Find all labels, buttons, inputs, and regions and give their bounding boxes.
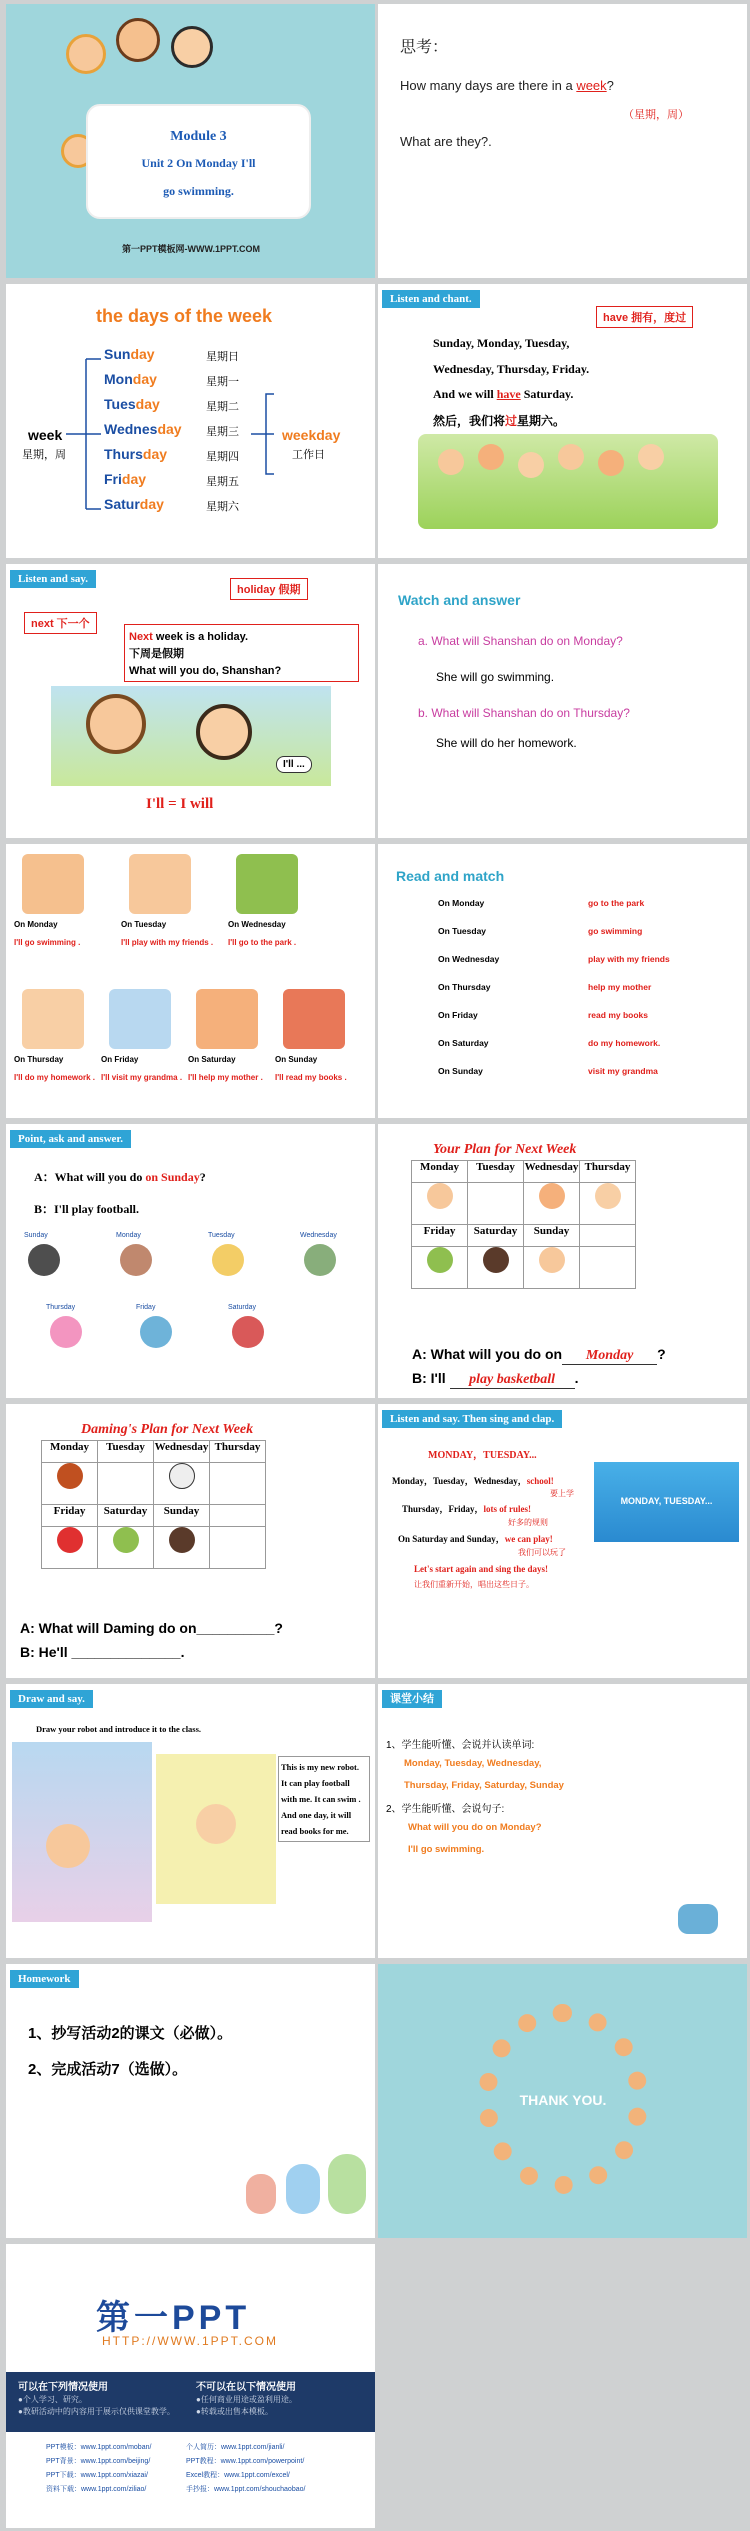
cannot-1: ●任何商业用途或盈利用途。 xyxy=(196,2395,297,2404)
day-cn: 星期五 xyxy=(206,476,239,488)
table-header-cell: Monday xyxy=(42,1441,98,1463)
weekday-word: weekday xyxy=(282,427,341,443)
cannot-2: ●转载或出售本模板。 xyxy=(196,2407,273,2416)
activity-caption: I'll go swimming . xyxy=(14,938,81,947)
robot-text: This is my new robot. It can play football with me. It can swim . And one day, it will read books for me. xyxy=(278,1756,370,1842)
day-suffix: day xyxy=(132,371,157,387)
chant-line-3c: Saturday. xyxy=(520,387,574,401)
match-activity: go swimming xyxy=(588,926,643,936)
kid-face-icon xyxy=(171,26,213,68)
table-header-cell: Tuesday xyxy=(468,1161,524,1183)
question-pre: How many days are there in a xyxy=(400,78,577,93)
week-cn: 星期，周 xyxy=(22,449,66,461)
question xyxy=(400,78,614,93)
doll-icon xyxy=(328,2154,366,2214)
slide-chant xyxy=(378,284,747,558)
words-2: Thursday, Friday, Saturday, Sunday xyxy=(404,1780,564,1791)
day-row xyxy=(104,346,155,362)
match-day: On Sunday xyxy=(438,1066,483,1076)
day-row xyxy=(104,446,167,462)
day-stem: Satur xyxy=(104,496,140,512)
plan-title: Daming's Plan for Next Week xyxy=(81,1422,254,1437)
plan-title: Your Plan for Next Week xyxy=(433,1142,577,1157)
doll-icon xyxy=(286,2164,320,2214)
activity-picture xyxy=(22,989,84,1049)
activity-day: On Saturday xyxy=(188,1055,236,1064)
picture-label: Sunday xyxy=(24,1232,48,1239)
match-day: On Thursday xyxy=(438,982,491,992)
match-day: On Tuesday xyxy=(438,926,487,936)
unit-label-2: go swimming. xyxy=(163,184,234,198)
question-c: ? xyxy=(199,1170,206,1184)
day-suffix: day xyxy=(139,496,164,512)
activity-picture xyxy=(283,989,345,1049)
song-title: MONDAY，TUESDAY... xyxy=(428,1450,537,1461)
table-header-cell xyxy=(210,1505,266,1527)
slide-days-of-week xyxy=(6,284,375,558)
match-day: On Monday xyxy=(438,898,485,908)
chant-line-4 xyxy=(433,412,565,429)
boy-face-icon xyxy=(86,694,146,754)
activity-day: On Wednesday xyxy=(228,920,286,929)
picture-icon xyxy=(212,1244,244,1276)
day-suffix: day xyxy=(121,471,147,487)
day-stem: Mon xyxy=(104,371,133,387)
fill-answer-2: play basketball xyxy=(450,1372,575,1389)
slide-thanks xyxy=(378,1964,747,2238)
slide-header: Draw and say. xyxy=(10,1690,93,1708)
answer-b: She will do her homework. xyxy=(436,736,577,750)
picture-label: Thursday xyxy=(46,1304,76,1311)
kid-face-icon xyxy=(598,450,624,476)
slide-header: Listen and say. xyxy=(10,570,96,588)
kid-face-icon xyxy=(66,34,106,74)
title-a: the days xyxy=(96,306,175,326)
sentence-2: I'll go swimming. xyxy=(408,1844,485,1855)
brand-logo: 第一PPT xyxy=(96,2299,251,2337)
song-line-2 xyxy=(402,1502,531,1515)
match-activity: go to the park xyxy=(588,898,645,908)
link-item[interactable]: PPT下载：www.1ppt.com/xiazai/ xyxy=(46,2472,148,2479)
words-1: Monday, Tuesday, Wednesday, xyxy=(404,1758,542,1769)
girl-face-icon xyxy=(196,704,252,760)
table-header-cell: Friday xyxy=(42,1505,98,1527)
slide-summary xyxy=(378,1684,747,1958)
slide-header: 课堂小结 xyxy=(382,1690,442,1708)
kid-face-icon xyxy=(116,18,160,62)
note-box: have 拥有，度过 xyxy=(596,306,693,328)
question-end: ? xyxy=(606,78,614,93)
day-suffix: day xyxy=(135,396,160,412)
activity-picture xyxy=(129,854,191,914)
activity-picture xyxy=(236,854,298,914)
match-day: On Wednesday xyxy=(438,954,500,964)
activity-day: On Tuesday xyxy=(121,920,167,929)
question xyxy=(34,1168,206,1185)
chant-line-4c: 星期六。 xyxy=(517,414,566,428)
table-row xyxy=(42,1441,266,1463)
kid-face-icon xyxy=(558,444,584,470)
activity-caption: I'll do my homework . xyxy=(14,1073,96,1082)
day-stem: Wednes xyxy=(104,421,158,437)
equation: I'll = I will xyxy=(146,796,214,812)
kid-face-icon xyxy=(46,1824,90,1868)
slide-daming-plan xyxy=(6,1404,375,1678)
picture-icon xyxy=(120,1244,152,1276)
site-caption: 第一PPT模板网-WWW.1PPT.COM xyxy=(122,244,260,254)
table-header-cell: Wednesday xyxy=(154,1441,210,1463)
day-stem: Tues xyxy=(104,396,136,412)
song-banner: MONDAY, TUESDAY... xyxy=(594,1462,739,1542)
picture-icon xyxy=(140,1316,172,1348)
day-stem: Fri xyxy=(104,471,122,487)
song-1a: Monday，Tuesday，Wednesday， xyxy=(392,1476,527,1486)
activity-caption: I'll go to the park . xyxy=(228,938,297,947)
kid-face-icon xyxy=(638,444,664,470)
question-b: b. What will Shanshan do on Thursday? xyxy=(418,706,630,720)
unit-label: Unit 2 On Monday I'll xyxy=(141,156,256,170)
day-suffix: day xyxy=(130,346,155,362)
kid-face-icon xyxy=(478,444,504,470)
day-cn: 星期四 xyxy=(206,451,239,463)
plan-table xyxy=(411,1160,636,1289)
question-end: ? xyxy=(657,1346,666,1362)
slide-point-ask xyxy=(6,1124,375,1398)
speech-line-3: What will you do, Shanshan? xyxy=(129,665,282,677)
song-3b: we can play! xyxy=(504,1534,553,1544)
point-2: 2、学生能听懂、会说句子: xyxy=(386,1804,505,1815)
day-stem: Thurs xyxy=(104,446,143,462)
table-row xyxy=(412,1225,636,1247)
day-row xyxy=(104,371,157,387)
speech-next: Next xyxy=(129,631,156,643)
thanks-text: THANK YOU. xyxy=(519,2092,607,2108)
question-b: on Sunday xyxy=(145,1170,200,1184)
homework-1: 1、抄写活动2的课文（必做）。 xyxy=(28,2025,233,2042)
link-item[interactable]: PPT教程：www.1ppt.com/powerpoint/ xyxy=(186,2458,305,2465)
match-day: On Friday xyxy=(438,1010,478,1020)
song-3a: On Saturday and Sunday， xyxy=(398,1534,505,1544)
link-item[interactable]: 资料下载：www.1ppt.com/ziliao/ xyxy=(46,2486,147,2493)
link-item[interactable]: 个人简历：www.1ppt.com/jianli/ xyxy=(186,2444,285,2451)
day-suffix: day xyxy=(142,446,168,462)
slide-title: Read and match xyxy=(396,868,505,884)
song-2a: Thursday，Friday， xyxy=(402,1504,484,1514)
link-item[interactable]: 手抄报：www.1ppt.com/shouchaobao/ xyxy=(186,2486,306,2493)
day-cn: 星期二 xyxy=(206,401,239,413)
slide-header: Listen and say. Then sing and clap. xyxy=(382,1410,562,1428)
match-activity: help my mother xyxy=(588,982,652,992)
day-row xyxy=(104,421,182,437)
slide-listen-say xyxy=(6,564,375,838)
match-day: On Saturday xyxy=(438,1038,489,1048)
slide-sing-clap xyxy=(378,1404,747,1678)
table-header-cell: Monday xyxy=(412,1161,468,1183)
slide-activities xyxy=(6,844,375,1118)
answer-text: B: I'll xyxy=(412,1370,446,1386)
match-activity: read my books xyxy=(588,1010,648,1020)
song-cn-2: 好多的规则 xyxy=(508,1518,548,1527)
speech-box xyxy=(124,624,359,682)
chant-line-4b: 过 xyxy=(505,414,518,428)
activity-picture xyxy=(22,854,84,914)
table-header-cell: Thursday xyxy=(580,1161,636,1183)
can-2: ●教研活动中的内容用于展示仅供课堂教学。 xyxy=(18,2407,175,2416)
chant-line-3b: have xyxy=(496,387,521,401)
table-header-cell xyxy=(580,1225,636,1247)
bracket-lines xyxy=(6,284,375,558)
slide-read-match xyxy=(378,844,747,1118)
song-line-1 xyxy=(392,1474,554,1487)
picture-icon xyxy=(50,1316,82,1348)
slide-title xyxy=(6,4,375,278)
table-row xyxy=(412,1161,636,1183)
day-cn: 星期六 xyxy=(206,501,239,513)
activity-day: On Sunday xyxy=(275,1055,318,1064)
picture-icon xyxy=(28,1244,60,1276)
activity-caption: I'll help my mother . xyxy=(188,1073,263,1082)
instruction: Draw your robot and introduce it to the class. xyxy=(36,1724,202,1734)
song-cn-3: 我们可以玩了 xyxy=(518,1548,566,1557)
chant-line-4a: 然后，我们将 xyxy=(433,414,506,428)
picture-label: Saturday xyxy=(228,1304,257,1311)
homework-2: 2、完成活动7（选做）。 xyxy=(28,2061,188,2078)
title-b: of the week xyxy=(174,306,273,326)
day-row xyxy=(104,471,146,487)
activity-day: On Monday xyxy=(14,920,58,929)
table-header-cell: Friday xyxy=(412,1225,468,1247)
day-row xyxy=(104,496,164,512)
module-label: Module 3 xyxy=(170,129,227,144)
day-cn: 星期三 xyxy=(206,426,239,438)
song-cn-1: 要上学 xyxy=(550,1489,574,1498)
answer: B：I'll play football. xyxy=(34,1202,140,1216)
week-word: week xyxy=(28,427,63,443)
day-row xyxy=(104,396,160,412)
slide-title: Watch and answer xyxy=(398,592,521,608)
slide-watch-answer xyxy=(378,564,747,838)
day-stem: Sun xyxy=(104,346,131,362)
plan-table xyxy=(41,1440,266,1569)
activity-day: On Thursday xyxy=(14,1055,64,1064)
holiday-note: holiday 假期 xyxy=(230,578,308,600)
link-item[interactable]: PPT模板：www.1ppt.com/moban/ xyxy=(46,2444,152,2451)
slide-brand xyxy=(6,2244,375,2528)
slide-your-plan xyxy=(378,1124,747,1398)
table-row xyxy=(42,1527,266,1569)
point-1: 1、学生能听懂、会说并认读单词: xyxy=(386,1740,535,1751)
table-header-cell: Saturday xyxy=(98,1505,154,1527)
link-item[interactable]: PPT背景：www.1ppt.com/beijing/ xyxy=(46,2458,151,2465)
table-header-cell: Sunday xyxy=(524,1225,580,1247)
picture-label: Friday xyxy=(136,1304,156,1311)
answer-line: B: He'll ______________. xyxy=(20,1644,185,1660)
table-row xyxy=(412,1247,636,1289)
answer-end: . xyxy=(574,1370,579,1386)
song-cn-4: 让我们重新开始，唱出这些日子。 xyxy=(414,1580,534,1589)
table-header-cell: Saturday xyxy=(468,1225,524,1247)
day-cn: 星期一 xyxy=(206,376,239,388)
ill-bubble: I'll ... xyxy=(276,756,312,773)
picture-label: Wednesday xyxy=(300,1232,337,1239)
doll-icon xyxy=(246,2174,276,2214)
kid-face-icon xyxy=(196,1804,236,1844)
speech-holiday: week is a holiday. xyxy=(155,631,249,643)
speech-line-1 xyxy=(129,629,354,646)
slide-think xyxy=(378,4,747,278)
song-line-4: Let's start again and sing the days! xyxy=(414,1564,549,1574)
gloss: （星期，周） xyxy=(623,109,689,121)
table-header-cell: Sunday xyxy=(154,1505,210,1527)
can-title: 可以在下列情况使用 xyxy=(18,2382,108,2393)
slide-header: Point, ask and answer. xyxy=(10,1130,131,1148)
table-row xyxy=(412,1183,636,1225)
song-1b: school! xyxy=(526,1476,554,1486)
brand-url: HTTP://WWW.1PPT.COM xyxy=(102,2334,278,2348)
table-header-cell: Thursday xyxy=(210,1441,266,1463)
next-note: next 下一个 xyxy=(24,612,97,634)
picture-icon xyxy=(304,1244,336,1276)
scooter-icon xyxy=(678,1904,718,1934)
sentence-1: What will you do on Monday? xyxy=(408,1822,542,1833)
activity-picture xyxy=(109,989,171,1049)
slide-draw-say xyxy=(6,1684,375,1958)
kid-face-icon xyxy=(518,452,544,478)
chant-line-3 xyxy=(433,387,573,402)
table-row xyxy=(42,1463,266,1505)
slide-homework xyxy=(6,1964,375,2238)
cannot-title: 不可以在以下情况使用 xyxy=(196,2382,296,2393)
chant-line-3a: And we will xyxy=(433,387,497,401)
question-text: A: What will you do on xyxy=(412,1346,563,1362)
day-suffix: day xyxy=(157,421,182,437)
activity-picture xyxy=(196,989,258,1049)
speech-line-2: 下周是假期 xyxy=(129,648,184,660)
think-label: 思考： xyxy=(400,39,449,56)
answer-a: She will go swimming. xyxy=(436,670,555,684)
question-line: A: What will Daming do on__________? xyxy=(20,1620,283,1636)
can-1: ●个人学习、研究。 xyxy=(18,2395,87,2404)
day-cn: 星期日 xyxy=(206,351,239,363)
picture-label: Tuesday xyxy=(208,1232,235,1239)
activity-day: On Friday xyxy=(101,1055,139,1064)
table-row xyxy=(42,1505,266,1527)
question-a: A：What will you do xyxy=(34,1170,146,1184)
kid-face-icon xyxy=(438,449,464,475)
link-item[interactable]: Excel教程：www.1ppt.com/excel/ xyxy=(186,2472,290,2479)
match-activity: do my homework. xyxy=(588,1038,661,1048)
slide-header: Listen and chant. xyxy=(382,290,480,308)
chant-line-2: Wednesday, Thursday, Friday. xyxy=(433,362,590,376)
question-line xyxy=(412,1346,666,1365)
question-2: What are they?. xyxy=(400,134,492,149)
song-line-3 xyxy=(398,1532,553,1545)
table-header-cell: Tuesday xyxy=(98,1441,154,1463)
question-a: a. What will Shanshan do on Monday? xyxy=(418,634,623,648)
song-2b: lots of rules! xyxy=(483,1504,532,1514)
fill-answer: Monday xyxy=(562,1348,657,1365)
table-header-cell: Wednesday xyxy=(524,1161,580,1183)
picture-icon xyxy=(232,1316,264,1348)
match-activity: play with my friends xyxy=(588,954,670,964)
activity-caption: I'll read my books . xyxy=(275,1073,347,1082)
activity-caption: I'll visit my grandma . xyxy=(101,1073,183,1082)
activity-caption: I'll play with my friends . xyxy=(121,938,214,947)
slide-header: Homework xyxy=(10,1970,79,1988)
match-activity: visit my grandma xyxy=(588,1066,658,1076)
weekday-cn: 工作日 xyxy=(292,449,325,461)
chant-line-1: Sunday, Monday, Tuesday, xyxy=(433,336,570,350)
picture-label: Monday xyxy=(116,1232,141,1239)
answer-line xyxy=(412,1370,578,1389)
question-word: week xyxy=(576,78,607,93)
